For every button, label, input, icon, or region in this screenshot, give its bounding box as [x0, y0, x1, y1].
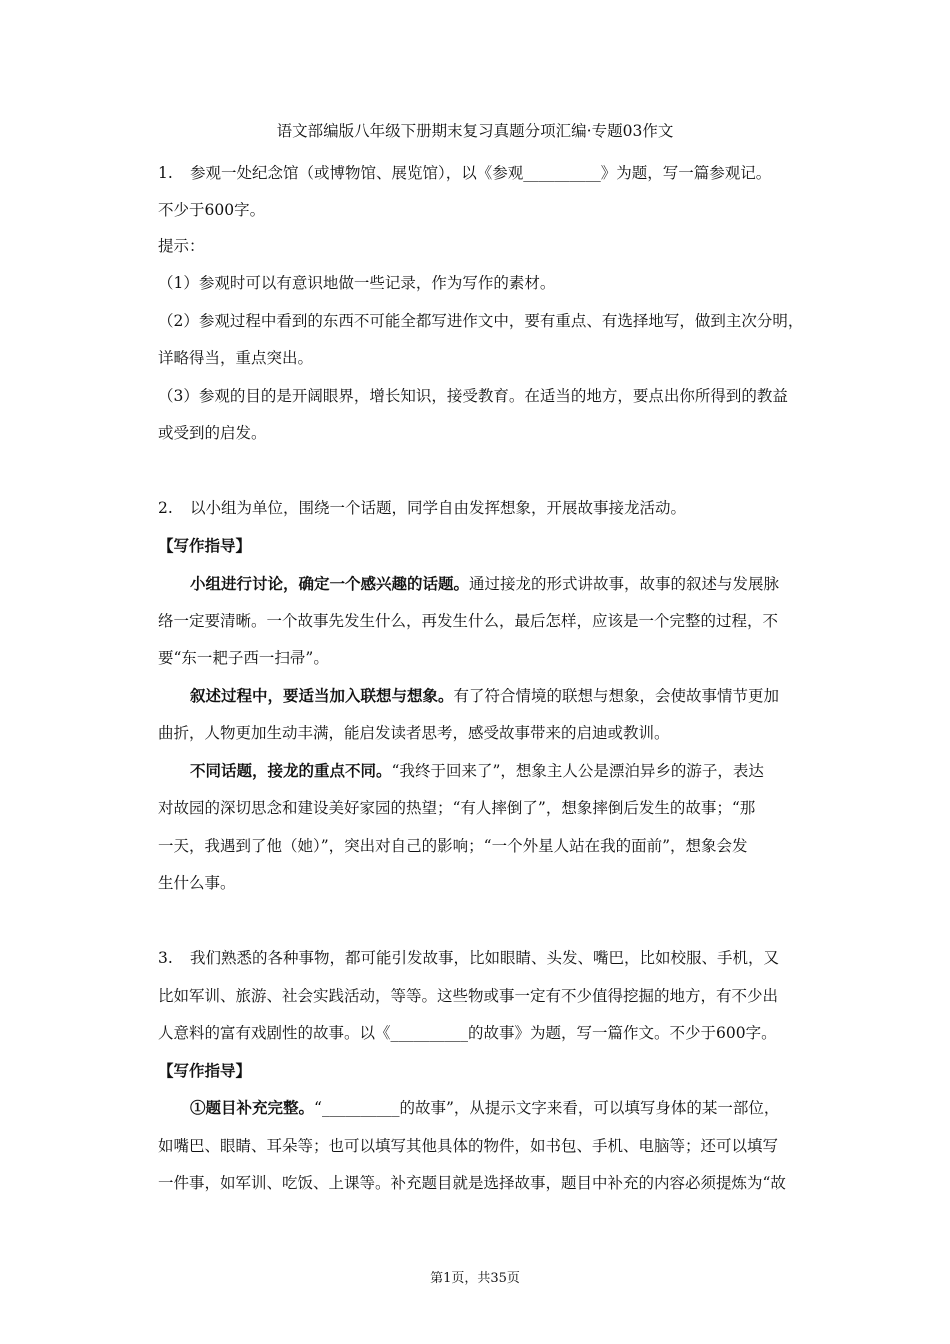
q1-line-1: [158, 163, 771, 183]
q1-hint-2-line-2: 详略得当，重点突出。: [158, 349, 314, 367]
q1-number: 1.: [158, 164, 173, 182]
q1-line-2: 不少于600字。: [158, 201, 266, 219]
q2-para-1-rest: 通过接龙的形式讲故事，故事的叙述与发展脉: [469, 575, 780, 593]
q3-para-1-rest: “__________的故事”，从提示文字来看，可以填写身体的某一部位，: [314, 1099, 780, 1117]
q3-line-1: [158, 948, 779, 968]
q2-para-3-lead: 不同话题，接龙的重点不同。: [190, 761, 392, 780]
q2-para-3-line-3: 一天，我遇到了他（她）”，突出对自己的影响；“一个外星人站在我的面前”，想象会发: [158, 837, 748, 855]
q2-para-3-line-4: 生什么事。: [158, 874, 236, 892]
q1-hint-2-line-1: （2）参观过程中看到的东西不可能全都写进作文中，要有重点、有选择地写，做到主次分明，: [158, 312, 804, 330]
q3-guide-label: 【写作指导】: [158, 1061, 252, 1080]
q2-para-3-line-2: 对故园的深切思念和建设美好家园的热望；“有人摔倒了”，想象摔倒后发生的故事；“那: [158, 799, 756, 817]
q3-para-1-line-1: [190, 1098, 779, 1118]
q3-para-1-line-3: 一件事，如军训、吃饭、上课等。补充题目就是选择故事，题目中补充的内容必须提炼为“故: [158, 1174, 786, 1192]
q2-para-2-line-2: 曲折，人物更加生动丰满，能启发读者思考，感受故事带来的启迪或教训。: [158, 724, 670, 742]
q2-para-1-line-1: [190, 574, 779, 594]
q1-hint-3-line-2: 或受到的启发。: [158, 424, 267, 442]
q2-para-1-lead: 小组进行讨论，确定一个感兴趣的话题。: [190, 574, 470, 593]
q2-para-1-line-3: 要“东一耙子西一扫帚”。: [158, 649, 329, 667]
q2-text: 以小组为单位，围绕一个话题，同学自由发挥想象，开展故事接龙活动。: [190, 499, 687, 517]
q1-hint-3-line-1: （3）参观的目的是开阔眼界，增长知识，接受教育。在适当的地方，要点出你所得到的教益: [158, 387, 788, 405]
q2-number: 2.: [158, 499, 173, 517]
q3-number: 3.: [158, 949, 173, 967]
q2-para-2-lead: 叙述过程中，要适当加入联想与想象。: [190, 686, 454, 705]
q1-hint-label: 提示：: [158, 237, 205, 255]
q3-para-1-line-2: 如嘴巴、眼睛、耳朵等；也可以填写其他具体的物件，如书包、手机、电脑等；还可以填写: [158, 1137, 779, 1155]
q2-guide-label: 【写作指导】: [158, 536, 252, 555]
q2-line-1: [158, 498, 686, 518]
q2-para-2-rest: 有了符合情境的联想与想象，会使故事情节更加: [453, 687, 780, 705]
q1-text: 参观一处纪念馆（或博物馆、展览馆），以《参观__________》为题，写一篇参观记。: [190, 164, 772, 182]
q3-para-1-lead: ①题目补充完整。: [190, 1098, 315, 1117]
q2-para-2-line-1: [190, 686, 779, 706]
q3-line-3: 人意料的富有戏剧性的故事。以《__________的故事》为题，写一篇作文。不少于600字。: [158, 1024, 777, 1042]
document-title: 语文部编版八年级下册期末复习真题分项汇编·专题03作文: [276, 122, 674, 140]
page-footer: 第1页，共35页: [430, 1271, 520, 1286]
q1-hint-1: （1）参观时可以有意识地做一些记录，作为写作的素材。: [158, 274, 556, 292]
q2-para-3-rest: “我终于回来了”，想象主人公是漂泊异乡的游子，表达: [391, 762, 764, 780]
q2-para-1-line-2: 络一定要清晰。一个故事先发生什么，再发生什么，最后怎样，应该是一个完整的过程，不: [158, 612, 779, 630]
q3-line-2: 比如军训、旅游、社会实践活动，等等。这些物或事一定有不少值得挖掘的地方，有不少出: [158, 987, 779, 1005]
q2-para-3-line-1: [190, 761, 764, 781]
q3-text: 我们熟悉的各种事物，都可能引发故事，比如眼睛、头发、嘴巴，比如校服、手机，又: [190, 949, 780, 967]
